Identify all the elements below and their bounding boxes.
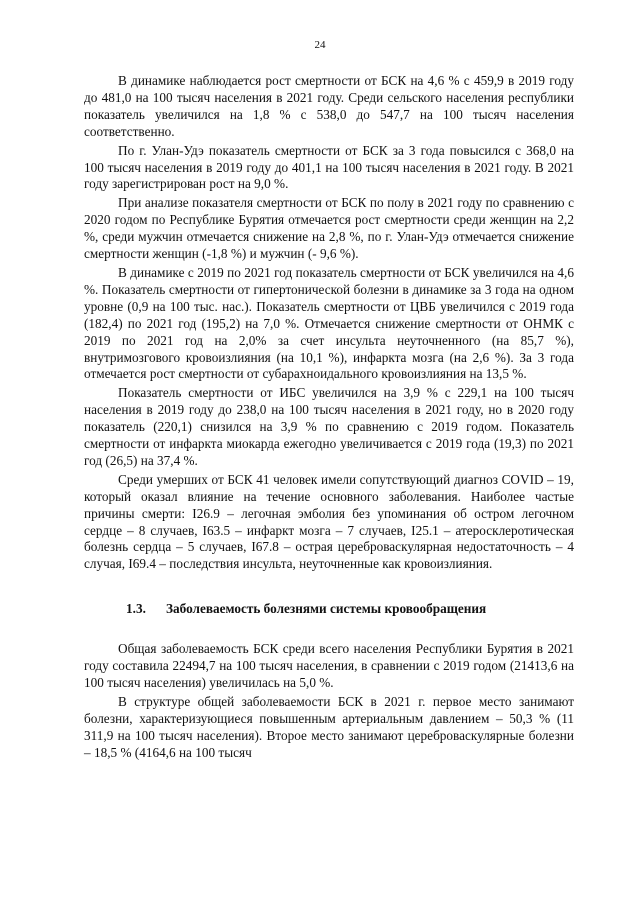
paragraph-incidence-structure: В структуре общей заболеваемости БСК в 2021 г. первое место занимают болезни, характеризующиеся повышенным артериальным давлением – 50,3 % (11 311,9 на 100 тысяч населения). Второе место занимают цереброваскулярные болезни – 18,5 % (4164,6 на 100 тысяч: [84, 694, 574, 760]
paragraph-bsk-mortality-dynamics: В динамике наблюдается рост смертности от БСК на 4,6 % с 459,9 в 2019 году до 481,0 на 100 тысяч населения в 2021 году. Среди сельского населения республики показатель увеличился на 1,8 % с 538,0 до 547,7 на 100 тысяч населения соответственно.: [84, 73, 574, 139]
paragraph-mortality-by-sex: При анализе показателя смертности от БСК по полу в 2021 году по сравнению с 2020 годом по Республике Бурятия отмечается рост смертности среди женщин на 2,2 %, среди мужчин отмечается снижение на 2,8 %, по г. Улан-Удэ отмечается снижение смертности женщин (-1,8 %) и мужчин (- 9,6 %).: [84, 195, 574, 262]
page-number: 24: [314, 39, 326, 51]
section-title: Заболеваемость болезнями системы кровообращения: [166, 601, 487, 617]
paragraph-total-incidence: Общая заболеваемость БСК среди всего населения Республики Бурятия в 2021 году составила 22494,7 на 100 тысяч населения, в сравнении с 2019 годом (21413,6 на 100 тысяч населения) увеличилась на 5,0 %.: [84, 641, 574, 691]
paragraph-ihd-mortality: Показатель смертности от ИБС увеличился на 3,9 % с 229,1 на 100 тысяч населения в 2019 году до 238,0 на 100 тысяч населения в 2021 году, но в 2020 году показатель (220,1) снизился на 3,9 % по сравнению с 2019 годом. Показатель смертности от инфаркта миокарда ежегодно увеличивается с 2019 года (19,3) по 2021 год (26,5) на 37,4 %.: [84, 385, 574, 468]
document-body: [84, 73, 574, 762]
paragraph-covid-causes-of-death: Среди умерших от БСК 41 человек имели сопутствующий диагноз COVID – 19, который оказал влияние на течение основного заболевания. Наиболее частые причины смерти: I26.9 – легочная эмболия без упоминания об остром легочном сердце – 8 случаев, I63.5 – инфаркт мозга – 7 случаев, I25.1 – атеросклеротическая болезнь сердца – 5 случаев, I67.8 – острая цереброваскулярная недостаточность – 4 случая, I69.4 – последствия инсульта, неуточненные как кровоизлияния.: [84, 471, 574, 572]
paragraph-ulan-ude-mortality: По г. Улан-Удэ показатель смертности от БСК за 3 года повысился с 368,0 на 100 тысяч населения в 2019 году до 401,1 на 100 тысяч населения в 2021 году. В 2021 году зарегистрирован рост на 9,0 %.: [84, 142, 574, 192]
section-heading: [84, 600, 574, 617]
paragraph-hypertension-cvd-mortality: В динамике с 2019 по 2021 год показатель смертности от БСК увеличился на 4,6 %. Показатель смертности от гипертонической болезни в динамике за 3 года на одном уровне (0,9 на 100 тыс. нас.). Показатель смертности от ЦВБ увеличился с 2019 года (182,4) по 2021 год (195,2) на 7,0 %. Отмечается снижение смертности от ОНМК с 2019 по 2021 год на 2,0% за счет инсульта неуточненного (на 85,7 %), внутримозгового кровоизлияния (на 10,1 %), инфаркта мозга (на 2,6 %). За 3 года отмечается рост смертности от субарахноидального кровоизлияния на 13,5 %.: [84, 264, 574, 382]
section-number: 1.3.: [126, 601, 146, 617]
